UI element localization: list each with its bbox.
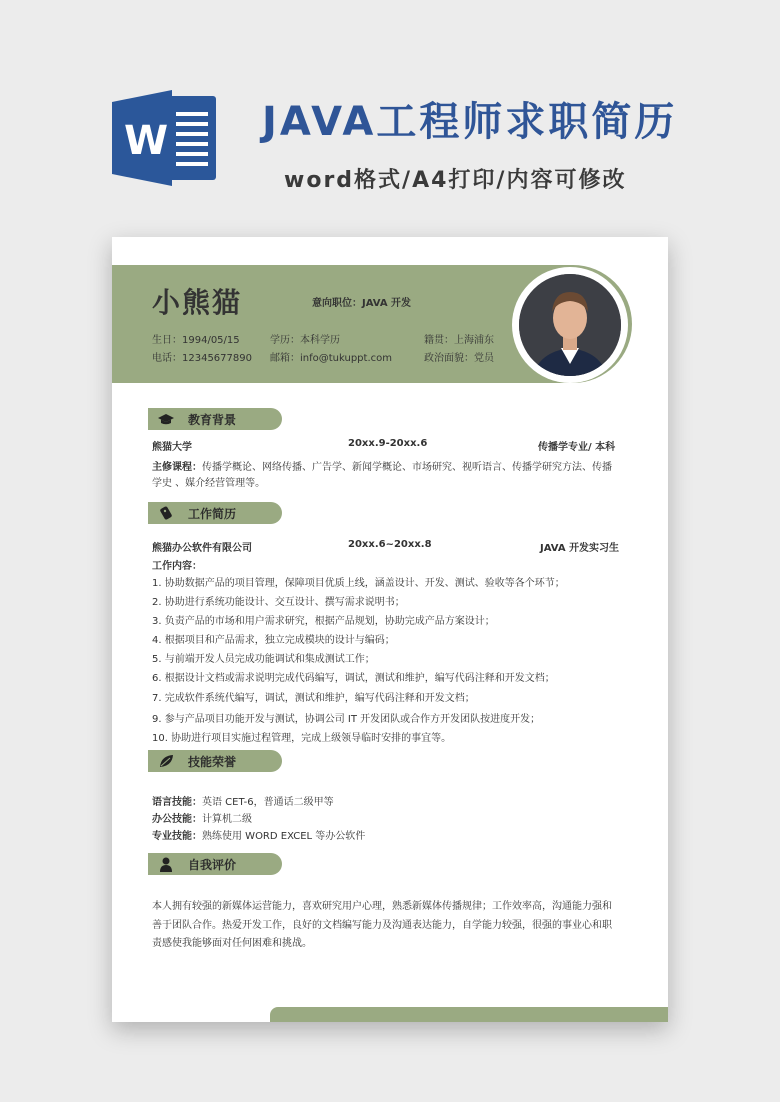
section-title-work: 工作简历: [188, 507, 237, 521]
work-content-label: 工作内容：: [152, 561, 202, 572]
skill-language-label: 语言技能：: [152, 797, 202, 808]
banner-subtitle: word格式/A4打印/内容可修改: [284, 168, 627, 193]
work-item-9: 9. 参与产品项目功能开发与测试，协调公司 IT 开发团队或合作方开发团队按进度开发；: [152, 714, 541, 725]
education-major: 传播学专业/ 本科: [538, 442, 616, 453]
section-work: [148, 502, 282, 524]
school-name: 熊猫大学: [152, 442, 192, 453]
work-item-10: 10. 协助进行项目实施过程管理，完成上级领导临时安排的事宜等。: [152, 733, 452, 744]
courses-line-1: [152, 458, 612, 473]
section-self: [148, 853, 282, 875]
info-politics: 政治面貌：党员: [424, 353, 494, 364]
section-education: [148, 408, 282, 430]
self-line-2: 善于团队合作。热爱开发工作，良好的文档编写能力及沟通表达能力，自学能力较强，很强的事业心和职: [152, 920, 612, 931]
job-intent: 意向职位：JAVA 开发: [312, 298, 412, 309]
self-line-1: 本人拥有较强的新媒体运营能力，喜欢研究用户心理，熟悉新媒体传播规律；工作效率高，沟通能力强和: [152, 901, 612, 912]
self-line-3: 责感使我能够面对任何困难和挑战。: [152, 938, 312, 949]
work-item-4: 4. 根据项目和产品需求，独立完成模块的设计与编码；: [152, 635, 395, 646]
word-icon-letter: W: [124, 118, 169, 164]
section-title-skills: 技能荣誉: [188, 755, 237, 769]
info-phone: 电话：12345677890: [152, 353, 252, 364]
courses-line-2: 学史 、媒介经营管理等。: [152, 478, 266, 489]
work-item-5: 5. 与前端开发人员完成功能调试和集成测试工作；: [152, 654, 375, 665]
briefcase-icon: [158, 505, 174, 521]
avatar: [512, 267, 628, 383]
banner: [0, 0, 780, 235]
courses-label: 主修课程：: [152, 462, 202, 473]
section-title-self: 自我评价: [188, 858, 237, 872]
work-item-3: 3. 负责产品的市场和用户需求研究，根据产品规划，协助完成产品方案设计；: [152, 616, 495, 627]
banner-title: JAVA工程师求职简历: [262, 99, 678, 145]
courses-text-1: 传播学概论、网络传播、广告学、新闻学概论、市场研究、视听语言、传播学研究方法、传播: [202, 462, 612, 473]
info-email: 邮箱：info@tukuppt.com: [270, 353, 392, 364]
skill-office: [152, 810, 252, 825]
work-item-1: 1. 协助数据产品的项目管理，保障项目优质上线，涵盖设计、开发、测试、验收等各个环节；: [152, 578, 565, 589]
work-item-7: 7. 完成软件系统代编写，调试，测试和维护，编写代码注释和开发文档；: [152, 693, 475, 704]
info-birth: 生日：1994/05/15: [152, 335, 240, 346]
section-skills: [148, 750, 282, 772]
word-icon: [110, 88, 220, 188]
info-education: 学历：本科学历: [270, 335, 340, 346]
leaf-icon: [158, 753, 174, 769]
candidate-name: 小熊猫: [152, 286, 243, 319]
avatar-photo: [519, 274, 621, 376]
person-icon: [158, 856, 174, 872]
skill-office-value: 计算机二级: [202, 814, 252, 825]
section-title-education: 教育背景: [188, 413, 237, 427]
skill-language-value: 英语 CET-6，普通话二级甲等: [202, 797, 334, 808]
work-period: 20xx.6~20xx.8: [348, 539, 432, 550]
work-role: JAVA 开发实习生: [540, 543, 620, 554]
work-item-2: 2. 协助进行系统功能设计、交互设计、撰写需求说明书；: [152, 597, 405, 608]
skill-professional: [152, 827, 365, 842]
skill-pro-label: 专业技能：: [152, 831, 202, 842]
info-native-place: 籍贯：上海浦东: [424, 335, 494, 346]
footer-band: [270, 1007, 668, 1022]
skill-pro-value: 熟练使用 WORD EXCEL 等办公软件: [202, 831, 366, 842]
skill-office-label: 办公技能：: [152, 814, 202, 825]
work-item-6: 6. 根据设计文档或需求说明完成代码编写，调试，测试和维护，编写代码注释和开发文档；: [152, 673, 555, 684]
education-period: 20xx.9-20xx.6: [348, 438, 428, 449]
skill-language: [152, 793, 334, 808]
graduation-cap-icon: [158, 411, 174, 427]
resume-page: [112, 237, 668, 1022]
company-name: 熊猫办公软件有限公司: [152, 543, 252, 554]
